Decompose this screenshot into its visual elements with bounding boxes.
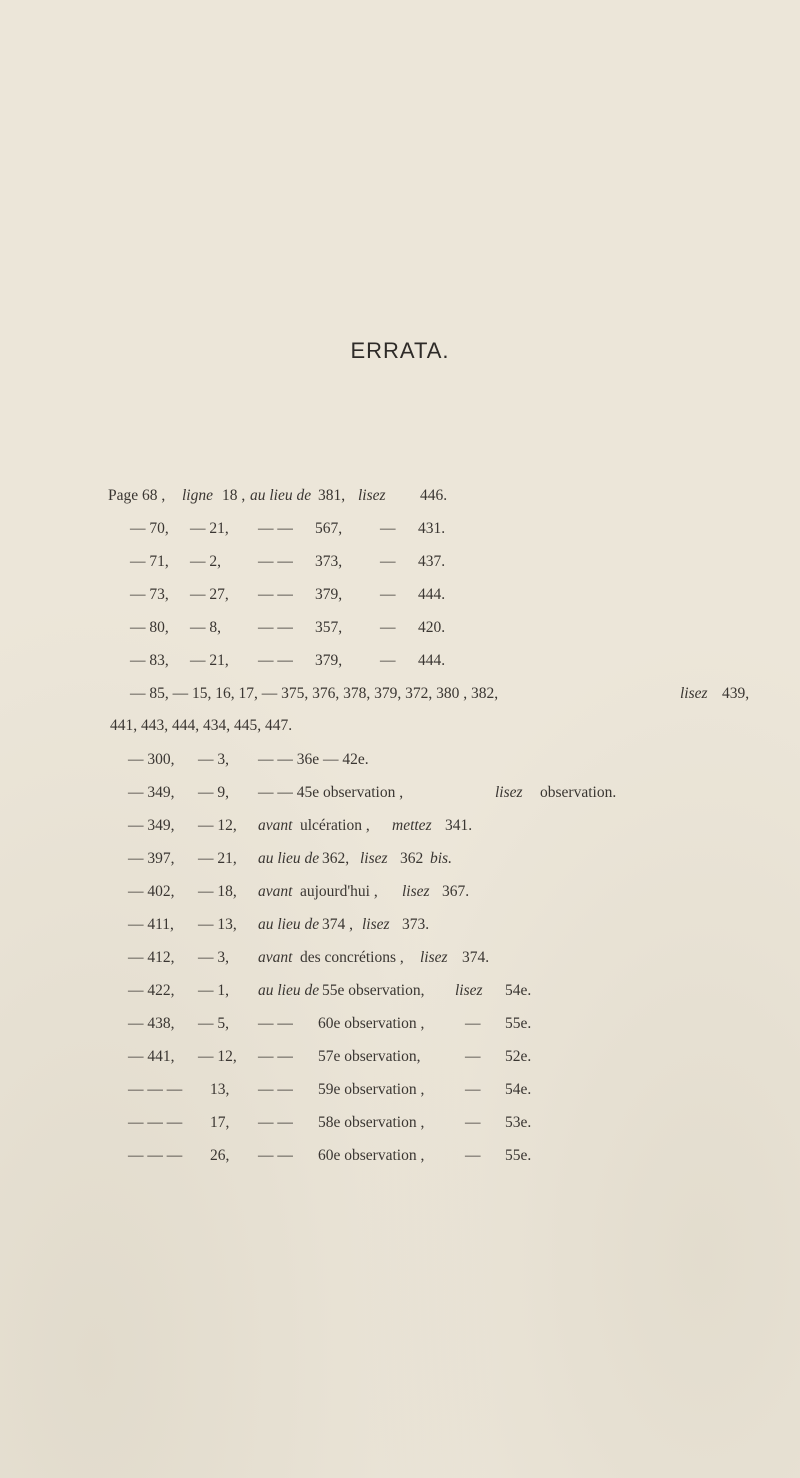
errata-text: — 18, [198, 883, 237, 900]
errata-text: aujourd'hui , [300, 883, 378, 900]
errata-text: — — [258, 520, 293, 537]
errata-text: — 13, [198, 916, 237, 933]
errata-text: — 12, [198, 1048, 237, 1065]
errata-text: — 349, [128, 817, 175, 834]
errata-text: — 12, [198, 817, 237, 834]
errata-text: au lieu de [258, 916, 320, 933]
errata-text: 26, [210, 1147, 230, 1164]
errata-text: — 83, [130, 652, 169, 669]
errata-text: 60e observation , [318, 1147, 425, 1164]
errata-text: — 300, [128, 751, 175, 768]
right-value: 446. [420, 487, 448, 504]
errata-text: — 2, [190, 553, 221, 570]
errata-text: 53e. [505, 1114, 532, 1131]
errata-text: — — [258, 1147, 293, 1164]
errata-text: 373. [402, 916, 430, 933]
errata-title: ERRATA. [350, 338, 450, 363]
errata-text: — 402, [128, 883, 175, 900]
errata-text: 379, [315, 652, 343, 669]
errata-text: — 3, [198, 949, 229, 966]
lisez-label: lisez [358, 487, 386, 504]
errata-text: 54e. [505, 1081, 532, 1098]
errata-text: — 71, [130, 553, 169, 570]
errata-text: — — [258, 1114, 293, 1131]
errata-text: — 73, [130, 586, 169, 603]
errata-text: 420. [418, 619, 446, 636]
errata-text: — [465, 1048, 481, 1065]
errata-text: des concrétions , [300, 949, 404, 966]
errata-text: — [380, 619, 396, 636]
errata-text: — — 36e — 42e. [258, 751, 369, 768]
errata-text: — — [258, 619, 293, 636]
errata-text: 437. [418, 553, 446, 570]
errata-text: — 9, [198, 784, 229, 801]
errata-text: — 349, [128, 784, 175, 801]
errata-text: lisez [680, 685, 708, 702]
errata-text: 373, [315, 553, 343, 570]
errata-text: — — [258, 586, 293, 603]
errata-text: lisez [420, 949, 448, 966]
errata-text: 374 , [322, 916, 353, 933]
errata-text: ulcération , [300, 817, 370, 834]
errata-text: — — — [128, 1081, 183, 1098]
errata-text: lisez [362, 916, 390, 933]
errata-text: lisez [402, 883, 430, 900]
errata-text: bis. [430, 850, 452, 867]
errata-text: — 422, [128, 982, 175, 999]
errata-text: — 1, [198, 982, 229, 999]
errata-text: — [465, 1114, 481, 1131]
errata-text: — 5, [198, 1015, 229, 1032]
errata-text: — 8, [190, 619, 221, 636]
errata-text: — 438, [128, 1015, 175, 1032]
errata-text: 13, [210, 1081, 230, 1098]
errata-text: — 411, [128, 916, 174, 933]
errata-text: — [380, 652, 396, 669]
errata-text: — — — [128, 1147, 183, 1164]
errata-text: observation. [540, 784, 617, 801]
errata-text: 379, [315, 586, 343, 603]
errata-text: 55e. [505, 1015, 532, 1032]
errata-text: — — [258, 652, 293, 669]
errata-text: 17, [210, 1114, 230, 1131]
errata-text: 357, [315, 619, 343, 636]
errata-text: 374. [462, 949, 490, 966]
errata-text: — — [258, 553, 293, 570]
errata-text: avant [258, 817, 293, 834]
errata-text: — 441, [128, 1048, 175, 1065]
errata-text: avant [258, 949, 293, 966]
errata-text: — — 45e observation , [258, 784, 404, 801]
errata-text: — [465, 1147, 481, 1164]
line-ref: 18 , [222, 487, 246, 504]
errata-text: — 397, [128, 850, 175, 867]
errata-text: — 412, [128, 949, 175, 966]
au-lieu-label: au lieu de [250, 487, 312, 504]
errata-text: — — — [128, 1114, 183, 1131]
errata-text: 57e observation, [318, 1048, 421, 1065]
errata-text: — — [258, 1015, 293, 1032]
errata-text: 55e observation, [322, 982, 425, 999]
errata-text: lisez [455, 982, 483, 999]
errata-text: — 3, [198, 751, 229, 768]
errata-text: 567, [315, 520, 343, 537]
ligne-label: ligne [182, 487, 213, 504]
errata-text: — [380, 586, 396, 603]
errata-text: 341. [445, 817, 473, 834]
errata-text: 52e. [505, 1048, 532, 1065]
errata-text: 60e observation , [318, 1015, 425, 1032]
errata-text: 444. [418, 586, 446, 603]
errata-text: 444. [418, 652, 446, 669]
wrong-value: 381, [318, 487, 346, 504]
errata-text: lisez [495, 784, 523, 801]
errata-text: au lieu de [258, 982, 320, 999]
errata-text: — 70, [130, 520, 169, 537]
errata-text: 367. [442, 883, 470, 900]
errata-text: — — [258, 1081, 293, 1098]
errata-text: — 21, [190, 652, 229, 669]
errata-text: — [380, 553, 396, 570]
errata-text: 441, 443, 444, 434, 445, 447. [110, 717, 293, 734]
errata-text: avant [258, 883, 293, 900]
errata-text: — 21, [198, 850, 237, 867]
errata-text: — [465, 1015, 481, 1032]
errata-text: 58e observation , [318, 1114, 425, 1131]
errata-text: — [380, 520, 396, 537]
errata-text: lisez [360, 850, 388, 867]
errata-text: 54e. [505, 982, 532, 999]
errata-text: 431. [418, 520, 446, 537]
errata-text: au lieu de [258, 850, 320, 867]
errata-text: — 80, [130, 619, 169, 636]
errata-text: — — [258, 1048, 293, 1065]
page-ref: Page 68 , [108, 487, 166, 504]
errata-text: 362 [400, 850, 424, 867]
errata-text: 362, [322, 850, 350, 867]
errata-text: 439, [722, 685, 750, 702]
errata-text: — [465, 1081, 481, 1098]
errata-text: — 21, [190, 520, 229, 537]
errata-text: 55e. [505, 1147, 532, 1164]
errata-text: — 85, — 15, 16, 17, — 375, 376, 378, 379, 372, 380 , 382, [130, 685, 499, 702]
errata-text: — 27, [190, 586, 229, 603]
errata-text: mettez [392, 817, 432, 834]
errata-text: 59e observation , [318, 1081, 425, 1098]
